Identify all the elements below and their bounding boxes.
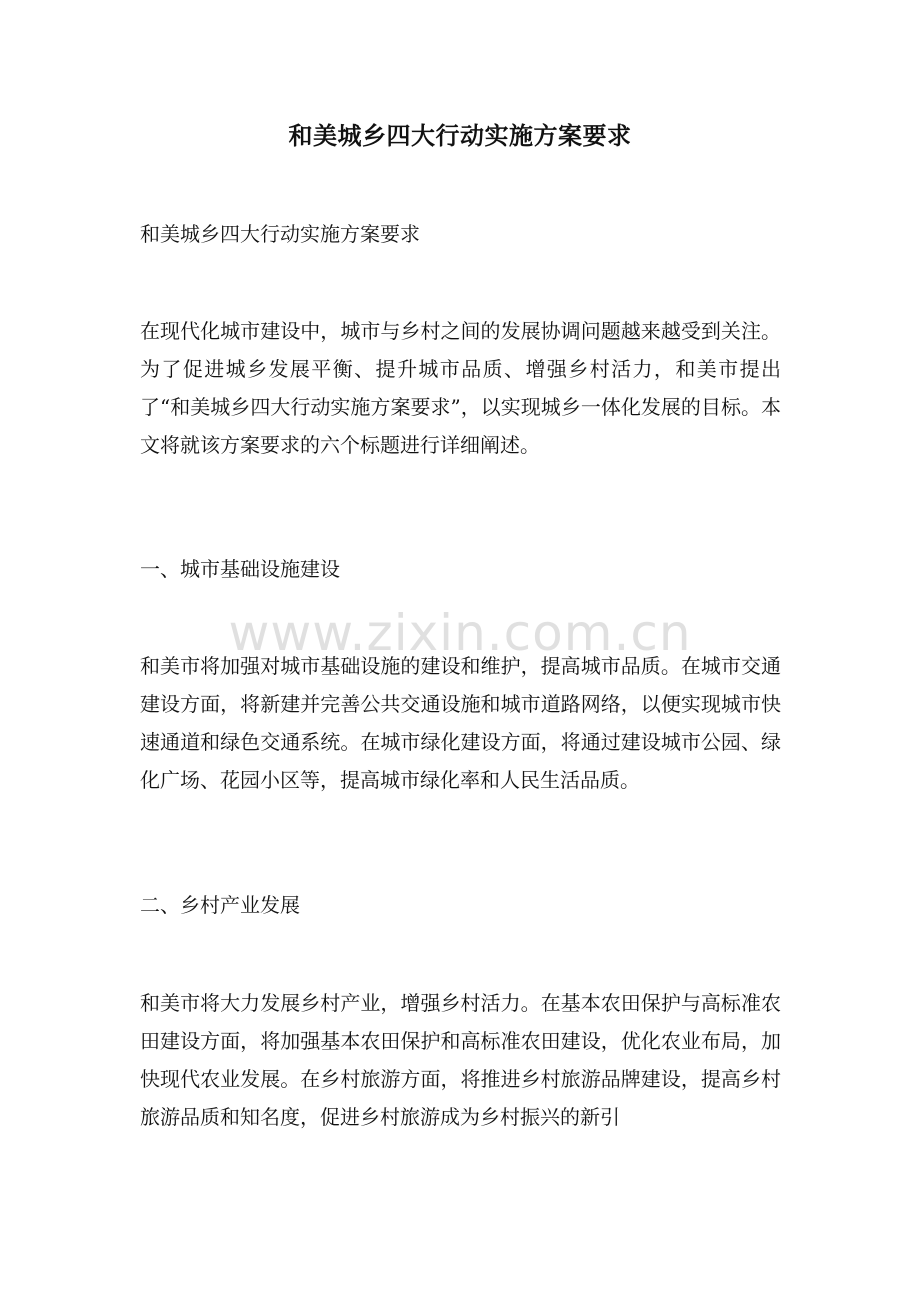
- document-subtitle: 和美城乡四大行动实施方案要求: [140, 222, 420, 246]
- section-body-2: 和美市将大力发展乡村产业，增强乡村活力。在基本农田保护与高标准农田建设方面，将加强基本农田保护和高标准农田建设，优化农业布局，加快现代农业发展。在乡村旅游方面，将推进乡村旅游品牌建设，提高乡村旅游品质和知名度，促进乡村旅游成为乡村振兴的新引: [140, 991, 781, 1129]
- document-title: 和美城乡四大行动实施方案要求: [288, 121, 632, 150]
- watermark: www.zixin.com.cn: [228, 604, 692, 662]
- section-heading-1: 一、城市基础设施建设: [140, 557, 340, 581]
- section-body-1: 和美市将加强对城市基础设施的建设和维护，提高城市品质。在城市交通建设方面，将新建并完善公共交通设施和城市道路网络，以便实现城市快速通道和绿色交通系统。在城市绿化建设方面，将通过建设城市公园、绿化广场、花园小区等，提高城市绿化率和人民生活品质。: [140, 654, 781, 792]
- section-heading-2: 二、乡村产业发展: [140, 893, 300, 917]
- intro-paragraph: 在现代化城市建设中，城市与乡村之间的发展协调问题越来越受到关注。为了促进城乡发展平衡、提升城市品质、增强乡村活力，和美市提出了“和美城乡四大行动实施方案要求”，以实现城乡一体化发展的目标。本文将就该方案要求的六个标题进行详细阐述。: [140, 319, 781, 457]
